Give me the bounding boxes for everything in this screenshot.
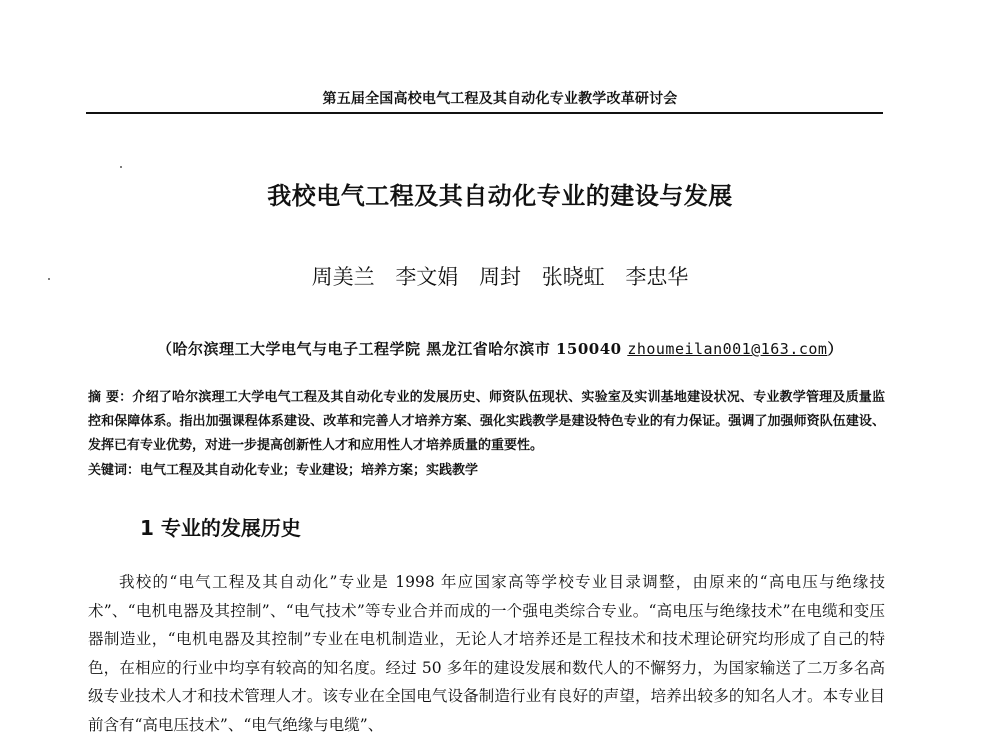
author-name: 张晓虹: [541, 265, 605, 289]
email-link[interactable]: zhoumeilan001@163.com: [627, 340, 828, 358]
running-header: 第五届全国高校电气工程及其自动化专业教学改革研讨会: [322, 91, 678, 107]
author-name: 周封: [479, 265, 521, 289]
author-name: 李忠华: [625, 265, 689, 289]
abstract-label: 摘 要：: [88, 390, 133, 405]
section-heading: 1 专业的发展历史: [140, 516, 301, 540]
affiliation-text: （哈尔滨理工大学电气与电子工程学院 黑龙江省哈尔滨市 150040: [157, 340, 628, 358]
author-name: 李文娟: [395, 265, 459, 289]
body-paragraph: 我校的“电气工程及其自动化”专业是 1998 年应国家高等学校专业目录调整，由原来的“高电压与绝缘技术”、“电机电器及其控制”、“电气技术”等专业合并而成的一个强电类综合专业。“高电压与绝缘技术”在电缆和变压器制造业，“电机电器及其控制”专业在电机制造业，无论人才培养还是工程技术和技术理论研究均形成了自己的特色，在相应的行业中均享有较高的知名度。经过 50 多年的建设发展和数代人的不懈努力，为国家输送了二万多名高级专业技术人才和技术管理人才。该专业在全国电气设备制造行业有良好的声望，培养出较多的知名人才。本专业目前含有“高电压技术”、“电气绝缘与电缆”、: [88, 573, 885, 734]
affiliation: [0, 338, 1000, 359]
affiliation-close: ）: [827, 340, 843, 358]
keywords: [88, 459, 885, 483]
abstract-text: 介绍了哈尔滨理工大学电气工程及其自动化专业的发展历史、师资队伍现状、实验室及实训基地建设状况、专业教学管理及质量监控和保障体系。指出加强课程体系建设、改革和完善人才培养方案、强化实践教学是建设特色专业的有力保证。强调了加强师资队伍建设、发挥已有专业优势，对进一步提高创新性人才和应用性人才培养质量的重要性。: [88, 390, 885, 453]
abstract: [88, 386, 885, 458]
author-list: [0, 261, 1000, 291]
author-name: 周美兰: [311, 265, 375, 289]
header-rule: [86, 112, 883, 114]
scan-speck: [120, 166, 122, 168]
paper-title: 我校电气工程及其自动化专业的建设与发展: [267, 182, 733, 210]
keywords-label: 关键词：: [88, 463, 141, 478]
keywords-text: 电气工程及其自动化专业；专业建设；培养方案；实践教学: [140, 463, 479, 478]
